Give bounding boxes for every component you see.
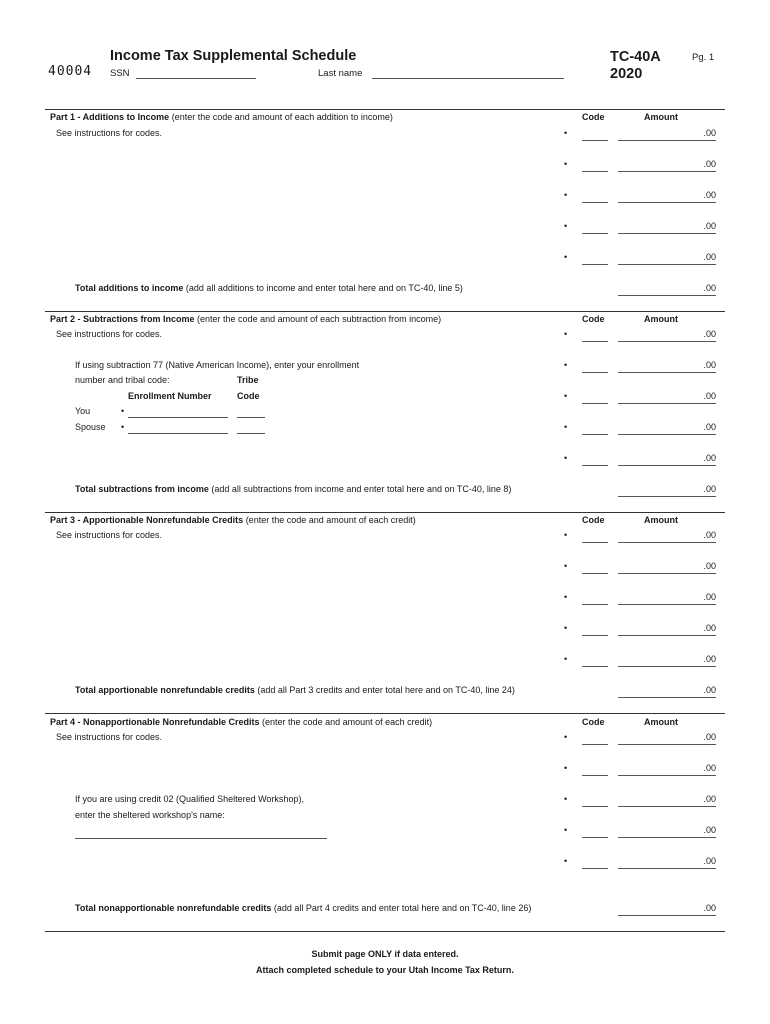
bottom-rule [45,931,725,932]
part2-code-header: Code [582,314,605,324]
cents-label: .00 [703,685,716,695]
part4-code-header: Code [582,717,605,727]
part1-amount-header: Amount [644,112,678,122]
native-american-note-line2: number and tribal code: [75,375,170,385]
cents-label: .00 [703,623,716,633]
part1-title: Part 1 - Additions to Income [50,112,170,122]
footer-line1: Submit page ONLY if data entered. [311,949,459,959]
code-field[interactable] [582,264,608,265]
cents-label: .00 [703,592,716,602]
page-number: Pg. 1 [692,52,715,63]
part2-heading [50,314,441,324]
part4-see-instructions: See instructions for codes. [56,732,163,742]
form-title: Income Tax Supplemental Schedule [110,48,357,64]
bullet: • [564,794,568,804]
you-label: You [75,406,91,416]
cents-label: .00 [703,825,716,835]
part4-total-rest: (add all Part 4 credits and enter total here and on TC-40, line 26) [271,903,532,913]
code-field[interactable] [582,403,608,404]
amount-field[interactable] [618,744,716,745]
part2-title: Part 2 - Subtractions from Income [50,314,195,324]
ssn-field[interactable] [136,78,256,79]
part4-total-bold: Total nonapportionable nonrefundable credits [75,903,272,913]
part1-see-instructions: See instructions for codes. [56,128,163,138]
part1-total-label [75,283,463,293]
part1-heading [50,112,393,122]
cents-label: .00 [703,190,716,200]
spouse-enrollment-number-field[interactable] [128,433,228,434]
part4-total-label [75,903,531,913]
form-number-text: TC-40A [610,49,661,65]
amount-field[interactable] [618,573,716,574]
amount-field[interactable] [618,434,716,435]
part2-amount-header: Amount [644,314,678,324]
amount-field[interactable] [618,775,716,776]
workshop-note-line1: If you are using credit 02 (Qualified Sheltered Workshop), [75,794,304,804]
part3-total-label [75,685,515,695]
amount-field[interactable] [618,372,716,373]
part2-desc: (enter the code and amount of each subtraction from income) [194,314,442,324]
part1-total-bold: Total additions to income [75,283,184,293]
cents-label: .00 [703,530,716,540]
bullet: • [564,360,568,370]
part2-see-instructions: See instructions for codes. [56,329,163,339]
bullet: • [564,763,568,773]
part2-total-label [75,484,511,494]
part4-rule [45,713,725,714]
bullet: • [564,221,568,231]
bullet: • [564,422,568,432]
workshop-name-field[interactable] [75,838,327,839]
amount-field[interactable] [618,202,716,203]
cents-label: .00 [703,128,716,138]
form-number [610,49,661,83]
part4-desc: (enter the code and amount of each credit) [259,717,433,727]
code-field[interactable] [582,635,608,636]
bullet: • [564,252,568,262]
code-field[interactable] [582,806,608,807]
amount-field[interactable] [618,171,716,172]
part4-amount-header: Amount [644,717,678,727]
cents-label: .00 [703,484,716,494]
enrollment-number-header: Enrollment Number [128,391,212,401]
code-field[interactable] [582,341,608,342]
code-field[interactable] [582,542,608,543]
bullet: • [564,128,568,138]
amount-field[interactable] [618,233,716,234]
cents-label: .00 [703,763,716,773]
amount-field[interactable] [618,837,716,838]
cents-label: .00 [703,329,716,339]
cents-label: .00 [703,903,716,913]
cents-label: .00 [703,252,716,262]
bullet: • [564,592,568,602]
code-field[interactable] [582,233,608,234]
bullet: • [121,422,125,432]
bullet: • [564,561,568,571]
amount-field[interactable] [618,604,716,605]
bullet: • [564,329,568,339]
last-name-field[interactable] [372,78,564,79]
form-year: 2020 [610,66,643,82]
ssn-label: SSN [110,68,130,79]
part2-total-rest: (add all subtractions from income and enter total here and on TC-40, line 8) [208,484,512,494]
cents-label: .00 [703,360,716,370]
part3-title: Part 3 - Apportionable Nonrefundable Credits [50,515,244,525]
bullet: • [564,732,568,742]
part3-rule [45,512,725,513]
amount-field[interactable] [618,403,716,404]
bullet: • [564,623,568,633]
spouse-tribe-code-field[interactable] [237,433,265,434]
code-field[interactable] [582,202,608,203]
bullet: • [564,530,568,540]
part3-total-rest: (add all Part 3 credits and enter total here and on TC-40, line 24) [254,685,515,695]
you-tribe-code-field[interactable] [237,417,265,418]
tribe-header: Tribe [237,375,259,385]
amount-field[interactable] [618,465,716,466]
cents-label: .00 [703,453,716,463]
tribe-code-header: Code [237,391,260,401]
code-field[interactable] [582,573,608,574]
form-code: 40004 [48,64,93,79]
amount-field[interactable] [618,806,716,807]
amount-field[interactable] [618,264,716,265]
part3-heading [50,515,416,525]
part2-rule [45,311,725,312]
cents-label: .00 [703,159,716,169]
cents-label: .00 [703,856,716,866]
cents-label: .00 [703,654,716,664]
bullet: • [564,159,568,169]
part3-see-instructions: See instructions for codes. [56,530,163,540]
part4-total-field[interactable] [618,915,716,916]
part3-total-field[interactable] [618,697,716,698]
cents-label: .00 [703,561,716,571]
part1-total-rest: (add all additions to income and enter total here and on TC-40, line 5) [183,283,463,293]
code-field[interactable] [582,837,608,838]
code-field[interactable] [582,775,608,776]
part3-total-bold: Total apportionable nonrefundable credits [75,685,255,695]
bullet: • [564,654,568,664]
amount-field[interactable] [618,542,716,543]
cents-label: .00 [703,732,716,742]
code-field[interactable] [582,868,608,869]
you-enrollment-number-field[interactable] [128,417,228,418]
part1-rule [45,109,725,110]
cents-label: .00 [703,283,716,293]
code-field[interactable] [582,465,608,466]
part3-amount-header: Amount [644,515,678,525]
bullet: • [121,406,125,416]
amount-field[interactable] [618,666,716,667]
footer-line2: Attach completed schedule to your Utah Income Tax Return. [256,965,514,975]
part1-total-field[interactable] [618,295,716,296]
cents-label: .00 [703,794,716,804]
native-american-note-line1: If using subtraction 77 (Native American Income), enter your enrollment [75,360,360,370]
part1-code-header: Code [582,112,605,122]
part4-title: Part 4 - Nonapportionable Nonrefundable Credits [50,717,260,727]
workshop-note-line2: enter the sheltered workshop's name: [75,810,225,820]
code-field[interactable] [582,604,608,605]
last-name-label: Last name [318,68,363,79]
part1-desc: (enter the code and amount of each addition to income) [169,112,393,122]
part4-heading [50,717,432,727]
amount-field[interactable] [618,635,716,636]
code-field[interactable] [582,434,608,435]
cents-label: .00 [703,221,716,231]
part2-total-bold: Total subtractions from income [75,484,209,494]
bullet: • [564,453,568,463]
spouse-label: Spouse [75,422,106,432]
bullet: • [564,190,568,200]
bullet: • [564,856,568,866]
part3-desc: (enter the code and amount of each credit) [243,515,416,525]
amount-field[interactable] [618,868,716,869]
code-field[interactable] [582,372,608,373]
amount-field[interactable] [618,140,716,141]
cents-label: .00 [703,391,716,401]
part2-total-field[interactable] [618,496,716,497]
amount-field[interactable] [618,341,716,342]
part3-code-header: Code [582,515,605,525]
code-field[interactable] [582,140,608,141]
code-field[interactable] [582,171,608,172]
code-field[interactable] [582,744,608,745]
bullet: • [564,825,568,835]
code-field[interactable] [582,666,608,667]
bullet: • [564,391,568,401]
cents-label: .00 [703,422,716,432]
